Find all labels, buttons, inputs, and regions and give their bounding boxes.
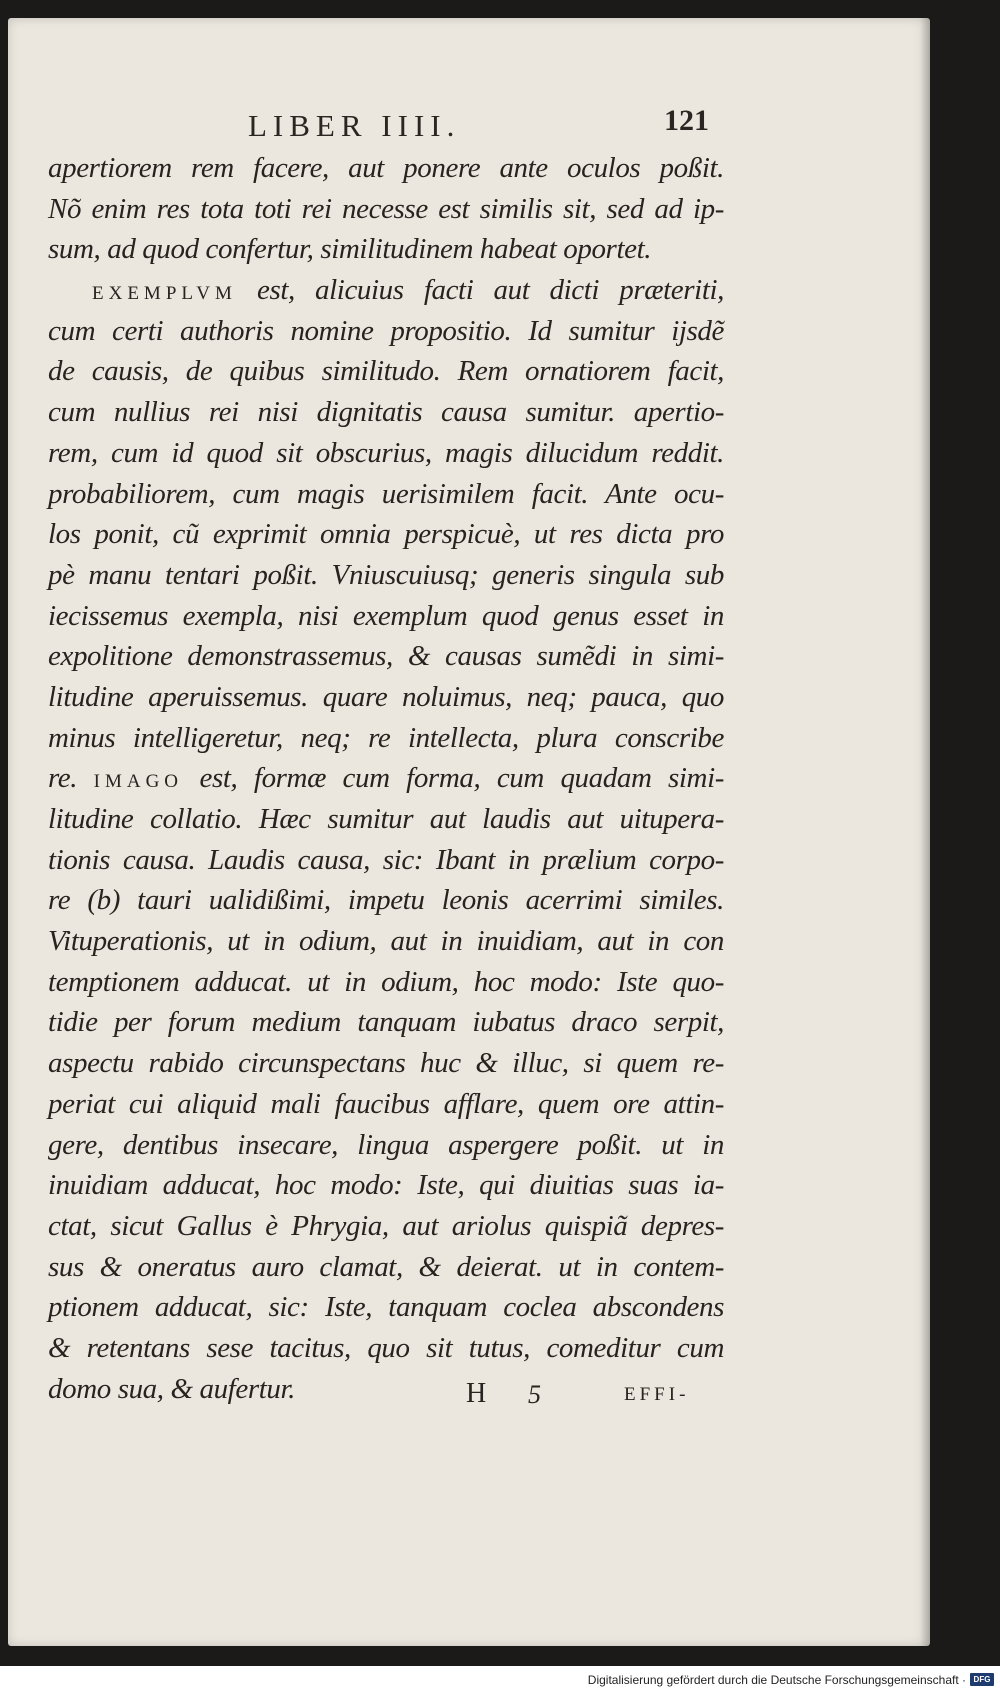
text-line: aspectu rabido circunspectans huc & illuc, si quem re-: [48, 1047, 724, 1080]
text-line: apertiorem rem facere, aut ponere ante oculos poßit.: [48, 152, 724, 184]
text-line: sum, ad quod confertur, similitudinem habeat oportet.: [48, 233, 652, 266]
text-line: de causis, de quibus similitudo. Rem ornatiorem facit,: [48, 355, 724, 388]
text-line: re. IMAGO est, formæ cum forma, cum quadam simi-: [48, 762, 724, 795]
page-footer: [0, 1378, 1000, 1418]
text-line: tidie per forum medium tanquam iubatus draco serpit,: [48, 1006, 724, 1039]
text-block: [48, 148, 724, 1409]
dfg-logo-icon: DFG: [970, 1673, 994, 1686]
page-number: 121: [664, 104, 709, 137]
text-line: periat cui aliquid mali faucibus afflare, quem ore attin-: [48, 1087, 724, 1120]
funding-credit: Digitalisierung gefördert durch die Deutsche Forschungsgemeinschaft ·: [587, 1673, 966, 1687]
text-line: re (b) tauri ualidißimi, impetu leonis acerrimi similes.: [48, 884, 724, 917]
text-line: temptionem adducat. ut in odium, hoc modo: Iste quo-: [48, 965, 724, 998]
text-line: cum certi authoris nomine propositio. Id sumitur ijsdẽ: [48, 314, 724, 347]
text-line: sus & oneratus auro clamat, & deierat. ut in contem-: [48, 1250, 724, 1283]
text-line: los ponit, cũ exprimit omnia perspicuè, ut res dicta pro: [48, 518, 724, 551]
signature-number: 5: [528, 1380, 541, 1409]
credit-bar: [0, 1666, 1000, 1693]
text-line: Vituperationis, ut in odium, aut in inuidiam, aut in con: [48, 925, 724, 958]
text-line: EXEMPLVM est, alicuius facti aut dicti præteriti,: [92, 274, 724, 307]
page-header: [0, 92, 1000, 148]
catchword: EFFI-: [624, 1384, 690, 1405]
text-line: gere, dentibus insecare, lingua aspergere poßit. ut in: [48, 1128, 724, 1161]
text-line: litudine collatio. Hæc sumitur aut laudis aut uitupera-: [48, 803, 724, 835]
text-line: inuidiam adducat, hoc modo: Iste, qui diuitias suas ia-: [48, 1169, 724, 1202]
section-keyword: EXEMPLVM: [92, 283, 237, 305]
text-line: ctat, sicut Gallus è Phrygia, aut ariolus quispiã depres-: [48, 1209, 724, 1242]
text-line: & retentans sese tacitus, quo sit tutus, comeditur cum: [48, 1331, 724, 1364]
text-line: pè manu tentari poßit. Vniuscuiusq; generis singula sub: [48, 558, 724, 591]
text-line: rem, cum id quod sit obscurius, magis dilucidum reddit.: [48, 436, 724, 469]
text-line: cum nullius rei nisi dignitatis causa sumitur. apertio-: [48, 396, 724, 429]
text-line: litudine aperuissemus. quare noluimus, neq; pauca, quo: [48, 680, 724, 713]
text-line: tionis causa. Laudis causa, sic: Ibant in prælium corpo-: [48, 843, 724, 876]
text-line: iecissemus exempla, nisi exemplum quod genus esset in: [48, 599, 724, 632]
text-line: domo sua, & aufertur.: [48, 1372, 295, 1405]
text-line: Nõ enim res tota toti rei necesse est similis sit, sed ad ip-: [48, 192, 724, 225]
text-line: expolitione demonstrassemus, & causas sumẽdi in simi-: [48, 640, 724, 673]
text-line: probabiliorem, cum magis uerisimilem facit. Ante ocu-: [48, 477, 724, 510]
section-keyword: IMAGO: [93, 771, 184, 793]
signature-mark: H: [466, 1378, 487, 1409]
running-head: LIBER IIII.: [248, 108, 461, 143]
text-line: ptionem adducat, sic: Iste, tanquam coclea abscondens: [48, 1291, 724, 1324]
text-line: minus intelligeretur, neq; re intellecta, plura conscribe: [48, 721, 724, 754]
